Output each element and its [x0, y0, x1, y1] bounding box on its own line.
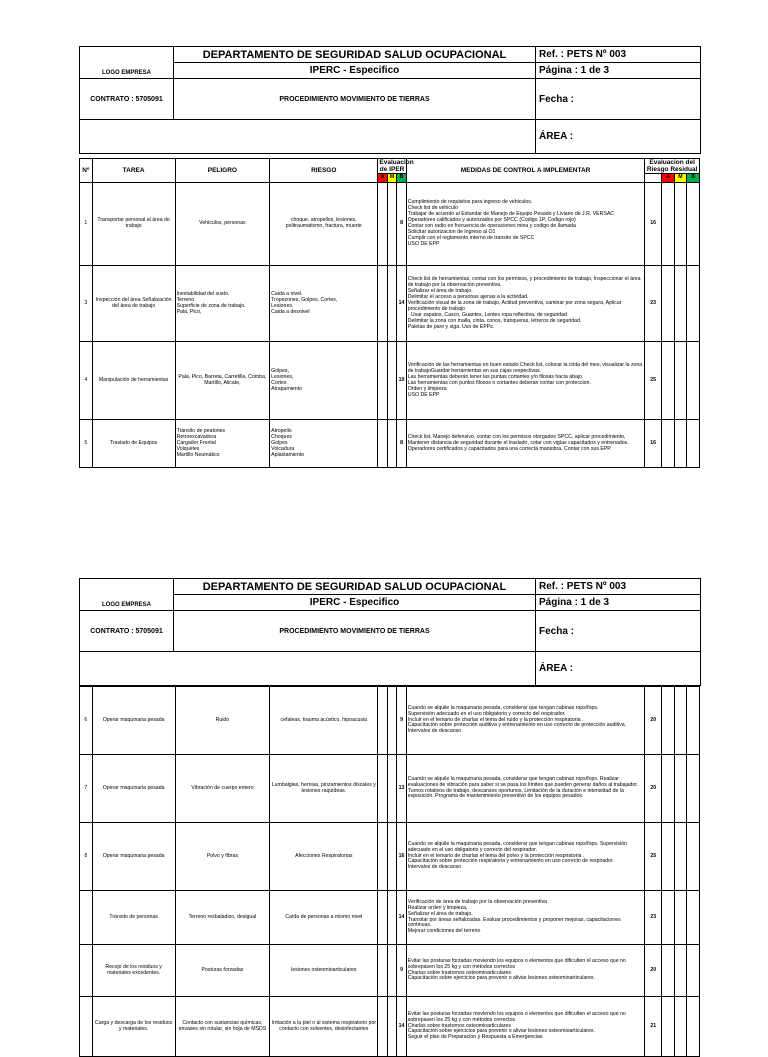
page-field: Página : 1 de 3 [536, 595, 701, 611]
procedure-title: PROCEDIMIENTO MOVIMIENTO DE TIERRAS [174, 79, 536, 120]
area-field: ÁREA : [536, 120, 701, 154]
residual-score-cell: 20 [645, 945, 662, 997]
col-eval-residual: Evaluacion del Riesgo Residual [645, 159, 700, 174]
header-table [79, 46, 701, 154]
iper-a-cell [378, 755, 387, 823]
contrato-field: CONTRATO : 5705091 [80, 79, 174, 120]
page-2 [79, 578, 700, 1057]
residual-score-cell: 20 [645, 755, 662, 823]
control-measures-cell: Cuando se alquile la maquinaria pesada, considerar que tengan cabinas rops/fops. Supervisión adecuado en el uso obligatorio y correcto del respirador. Incluir en el temario de charlas el tema del polvo y la protección respiratoria . Capacitación sobre protección respiratoria y entrenamiento en uso correcto de respirador. Intervalos de descanso [406, 823, 645, 891]
department-title: DEPARTAMENTO DE SEGURIDAD SALUD OCUPACIONAL [174, 579, 536, 595]
col-medidas: MEDIDAS DE CONTROL A IMPLEMENTAR [406, 159, 645, 183]
row-number: 1 [80, 183, 93, 266]
iper-a-cell [378, 342, 387, 420]
iper-a-cell [378, 997, 387, 1057]
residual-m-cell [674, 420, 687, 468]
hazard-cell: Posturas forzadas [175, 945, 270, 997]
control-measures-cell: Cuando se alquile la maquinaria pesada, considerar que tengan cabinas rops/fops. Supervisión adecuado en el uso obligatorio y correcto del respirador. Incluir en el temario de charlas el tema del ruido y la protección respiratoria . Capacitación sobre protección auditiva y entrenamiento en uso correcto de protección auditiva. Intervalos de descanso [406, 687, 645, 755]
residual-a-cell [662, 266, 675, 342]
residual-b-cell [687, 823, 700, 891]
iperc-title: IPERC - Especifico [174, 595, 536, 611]
task-cell: Inspección del área Señalización del área de trabajo [92, 266, 175, 342]
blank-area [80, 120, 536, 154]
hazard-cell: Pala, Pico, Barreta, Carretilla, Comba, Martillo, Alicate, [175, 342, 270, 420]
table-row [80, 266, 700, 342]
task-cell: Operar maquinaria pesada [92, 687, 175, 755]
date-field: Fecha : [536, 611, 701, 652]
ref-field: Ref. : PETS Nº 003 [536, 47, 701, 63]
level-m: M [387, 174, 396, 183]
iperc-title: IPERC - Especifico [174, 63, 536, 79]
col-eval-iper: Evaluacion de IPER [379, 159, 414, 174]
hazard-cell: Inestabilidad del suelo. Terreno Superficie de zona de trabajo. Pala, Pico, [175, 266, 270, 342]
residual-score-cell: 21 [645, 997, 662, 1057]
residual-score-cell: 23 [645, 266, 662, 342]
iper-a-cell [378, 266, 387, 342]
iperc-table-2 [79, 686, 700, 1057]
residual-a-cell [662, 420, 675, 468]
control-measures-cell: Verificación de las herramientas en buen estado Check list, colocar la cinta del mes, visualizar la zona de trabajoGuardar herramientas en sus cajas respectivas. Las herramientas deberán tener las puntas cortantes y/o filosas hacia abajo. Las herramientas con puntos filosos o cortantes deberan contar con proteccion. Orden y limpieza USO DE EPP [406, 342, 645, 420]
iper-b-cell: 9 [397, 687, 406, 755]
residual-a-cell [662, 997, 675, 1057]
table-row [80, 945, 700, 997]
row-number: 7 [80, 755, 93, 823]
residual-m-cell [674, 945, 687, 997]
row-number: 4 [80, 342, 93, 420]
table-row [80, 823, 700, 891]
iper-m-cell [387, 823, 396, 891]
task-cell: Operar maquinaria pesada [92, 755, 175, 823]
residual-b-cell [687, 183, 700, 266]
iper-b-cell: 14 [397, 266, 406, 342]
row-number [80, 891, 93, 945]
residual-a-cell [662, 183, 675, 266]
area-field: ÁREA : [536, 652, 701, 686]
iper-m-cell [387, 945, 396, 997]
iper-b-cell: 8 [397, 420, 406, 468]
table-row [80, 420, 700, 468]
residual-m-cell [674, 891, 687, 945]
header-table-2 [79, 578, 701, 686]
iper-a-cell [378, 945, 387, 997]
residual-b-cell [687, 687, 700, 755]
residual-a-cell [662, 755, 675, 823]
logo-empresa: LOGO EMPRESA [80, 579, 174, 611]
hazard-cell: Contacto con sustancias químicas, envases sin rotular, sin hoja de MSDS [175, 997, 270, 1057]
table-row [80, 687, 700, 755]
iper-b-cell: 19 [397, 342, 406, 420]
residual-score-cell: 20 [645, 687, 662, 755]
iper-m-cell [387, 342, 396, 420]
residual-score-cell: 25 [645, 342, 662, 420]
residual-b-cell [687, 755, 700, 823]
residual-a-cell [662, 823, 675, 891]
risk-cell: Lumbalgias, hernias, pinzamientos discales y lesiones raquideas. [270, 755, 378, 823]
residual-score-cell: 25 [645, 823, 662, 891]
task-cell: Tránsito de personas [92, 891, 175, 945]
risk-cell: lesiones osteomioarticulares [270, 945, 378, 997]
residual-m-cell [674, 823, 687, 891]
control-measures-cell: Evitar las posturas forzadas moviendo los equipos o elementos que dificulten el acceso que no sobrepasen los 25 kg y con métodos correctos Charlas sobre trastornos osteomioarticulares Capacitación sobre ejercicios para prevenir o aliviar lesiones osteomioarticulares. [406, 945, 645, 997]
table-row [80, 997, 700, 1057]
risk-cell: choque, atropellos, lesiones, politraumatismo, fractura, muerte [270, 183, 378, 266]
hazard-cell: Terreno resbaladizo, desigual [175, 891, 270, 945]
level-a: A [378, 174, 387, 183]
col-n: Nº [80, 159, 93, 183]
task-cell: Carga y descarga de los residuos y materiales. [92, 997, 175, 1057]
iper-b-cell: 14 [397, 891, 406, 945]
iper-a-cell [378, 891, 387, 945]
ref-field: Ref. : PETS Nº 003 [536, 579, 701, 595]
iper-b-cell: 8 [397, 183, 406, 266]
residual-a-cell [662, 687, 675, 755]
hazard-cell: Vibración de cuerpo entero [175, 755, 270, 823]
table-row [80, 891, 700, 945]
control-measures-cell: Check list, Manejo defensivo, contar con los permisos otorgados SPCC, aplicar procedimiento, Mantener distancia de seguridad durante el traslado, cotar con vigías capacitados y entrenados. Operadores certificados y capacitados para una correcta maniobra. Contar con sus EPP. [406, 420, 645, 468]
hazard-cell: Vehiculos, personas [175, 183, 270, 266]
hazard-cell: Ruido [175, 687, 270, 755]
control-measures-cell: Cumplimiento de requisitos para ingreso de vehiculos. Check list de vehiculo Trabajar de acuerdo al Estandar de Manejo de Equipo Pesado y Liviano de J.R. VERSAC Operadores calificados y autorizados por SPCC (Codigo 1P, Codigo rojo) Contar con radio en frecuencia de operaciones mina y codigo de llamada Solicitar autorizacion de Ingreso al O1 Cumplir con el reglamento interno de transito de SPCC USO DE EPP [406, 183, 645, 266]
risk-cell: Golpes, Lesiones, Cortes Atrapamiento [270, 342, 378, 420]
procedure-title: PROCEDIMIENTO MOVIMIENTO DE TIERRAS [174, 611, 536, 652]
residual-m-cell [674, 687, 687, 755]
control-measures-cell: Evitar las posturas forzadas moviendo los equipos o elementos que dificulten el acceso que no sobrepasen los 25 kg y con métodos correctos Charlas sobre trastornos osteomioarticulares Capacitación sobre ejercicios para prevenir o aliviar lesiones osteomioarticulares. Seguir el plan de Preparacion y Respuesta a Emergencias [406, 997, 645, 1057]
iper-b-cell: 13 [397, 755, 406, 823]
residual-m-cell [674, 755, 687, 823]
col-riesgo: RIESGO [270, 159, 378, 183]
iper-m-cell [387, 183, 396, 266]
residual-b-cell [687, 891, 700, 945]
iper-m-cell [387, 997, 396, 1057]
hazard-cell: Tránsito de peatones Retroexcavadora Cargador Frontal Volquetes Martillo Neumático [175, 420, 270, 468]
page1-rows [80, 183, 700, 468]
iper-b-cell: 9 [397, 945, 406, 997]
table-row [80, 183, 700, 266]
iper-a-cell [378, 183, 387, 266]
date-field: Fecha : [536, 79, 701, 120]
residual-a-cell [662, 342, 675, 420]
residual-m-cell [674, 997, 687, 1057]
page-field: Página : 1 de 3 [536, 63, 701, 79]
page2-rows [80, 687, 700, 1057]
page-1 [79, 46, 700, 468]
task-cell: Traslado de Equipos [92, 420, 175, 468]
level-b: B [397, 174, 406, 183]
residual-level-b: B [687, 174, 700, 183]
residual-level-m: M [674, 174, 687, 183]
risk-cell: Atropello Choques Golpes Volcadura Aplastamiento [270, 420, 378, 468]
risk-cell: cefaleas, trauma acústico, hipoacusia [270, 687, 378, 755]
iperc-table [79, 158, 700, 468]
iper-m-cell [387, 687, 396, 755]
task-cell: Operar maquinaria pesada [92, 823, 175, 891]
residual-a-cell [662, 945, 675, 997]
task-cell: Transportar personal al área de trabajo [92, 183, 175, 266]
iper-a-cell [378, 420, 387, 468]
row-number [80, 997, 93, 1057]
risk-cell: Irritación a la piel o al sistema respiratorio por contacto con solventes, desinfectantes [270, 997, 378, 1057]
control-measures-cell: Cuando se alquile la maquinaria pesada, considerar que tengan cabinas rops/fops. Realizar evaluaciones de vibración para saber si se pasa los límites que pueden generar daños al trabajador. Turnos rotativos de trabajo, descansos oportunos, Limitación de la duración e intensidad de la exposición. Programa de mantenimiento preventivo de los equipos pesados. [406, 755, 645, 823]
residual-score-cell: 23 [645, 891, 662, 945]
residual-a-cell [662, 891, 675, 945]
residual-b-cell [687, 420, 700, 468]
row-number: 6 [80, 687, 93, 755]
residual-score-cell: 16 [645, 183, 662, 266]
department-title: DEPARTAMENTO DE SEGURIDAD SALUD OCUPACIONAL [174, 47, 536, 63]
residual-b-cell [687, 945, 700, 997]
residual-level-a: A [662, 174, 675, 183]
iper-b-cell: 16 [397, 823, 406, 891]
row-number: 5 [80, 420, 93, 468]
residual-score-cell: 16 [645, 420, 662, 468]
iper-a-cell [378, 823, 387, 891]
residual-b-cell [687, 997, 700, 1057]
col-peligro: PELIGRO [175, 159, 270, 183]
logo-empresa: LOGO EMPRESA [80, 47, 174, 79]
blank-area [80, 652, 536, 686]
risk-cell: Caida a nivel. Tropezones, Golpes, Cortes, Lesiones. Caida a desnivel [270, 266, 378, 342]
table-row [80, 755, 700, 823]
row-number: 3 [80, 266, 93, 342]
row-number [80, 945, 93, 997]
task-cell: Manipulación de herramientas [92, 342, 175, 420]
residual-m-cell [674, 342, 687, 420]
residual-m-cell [674, 266, 687, 342]
iper-m-cell [387, 266, 396, 342]
col-tarea: TAREA [92, 159, 175, 183]
residual-b-cell [687, 266, 700, 342]
contrato-field: CONTRATO : 5705091 [80, 611, 174, 652]
iper-m-cell [387, 420, 396, 468]
control-measures-cell: Verificación de área de trabajo por la observación preventiva Realizar orden y limpieza, Señalizar el área de trabajo, Transitar por áreas señalizadas. Evaluar procedimientos y proponer mejoras, capacitaciones continuas. Mejorar condiciones del terreno [406, 891, 645, 945]
iper-a-cell [378, 687, 387, 755]
risk-cell: Afecciones Respiratorias [270, 823, 378, 891]
control-measures-cell: Check list de herramientas, contar con los permisos, y procedimiento de trabajo, Inspeccionar el área de trabajo por la observación preventiva. Señalizar el área de trabajo. Delimitar el acceso a personas ajenas a la actividad. Verificación visual de la zona de trabajo, Actitud preventiva, caminar por zona segura, Aplicar procedimiento de trabajo · Usar zapatos, Casco, Guantes, Lentes ropa reflectiva, de seguridad Delimitar la zona con malla, cinta, conos, tranqueras, letreros de seguridad. Paletas de pare y siga. Uso de EPPs. [406, 266, 645, 342]
hazard-cell: Polvo y fibras [175, 823, 270, 891]
risk-cell: Caída de personas a mismo nivel [270, 891, 378, 945]
row-number: 8 [80, 823, 93, 891]
residual-b-cell [687, 342, 700, 420]
iper-m-cell [387, 891, 396, 945]
iper-b-cell: 14 [397, 997, 406, 1057]
iper-m-cell [387, 755, 396, 823]
residual-m-cell [674, 183, 687, 266]
task-cell: Recojo de los residuos y materiales excedentes. [92, 945, 175, 997]
table-row [80, 342, 700, 420]
